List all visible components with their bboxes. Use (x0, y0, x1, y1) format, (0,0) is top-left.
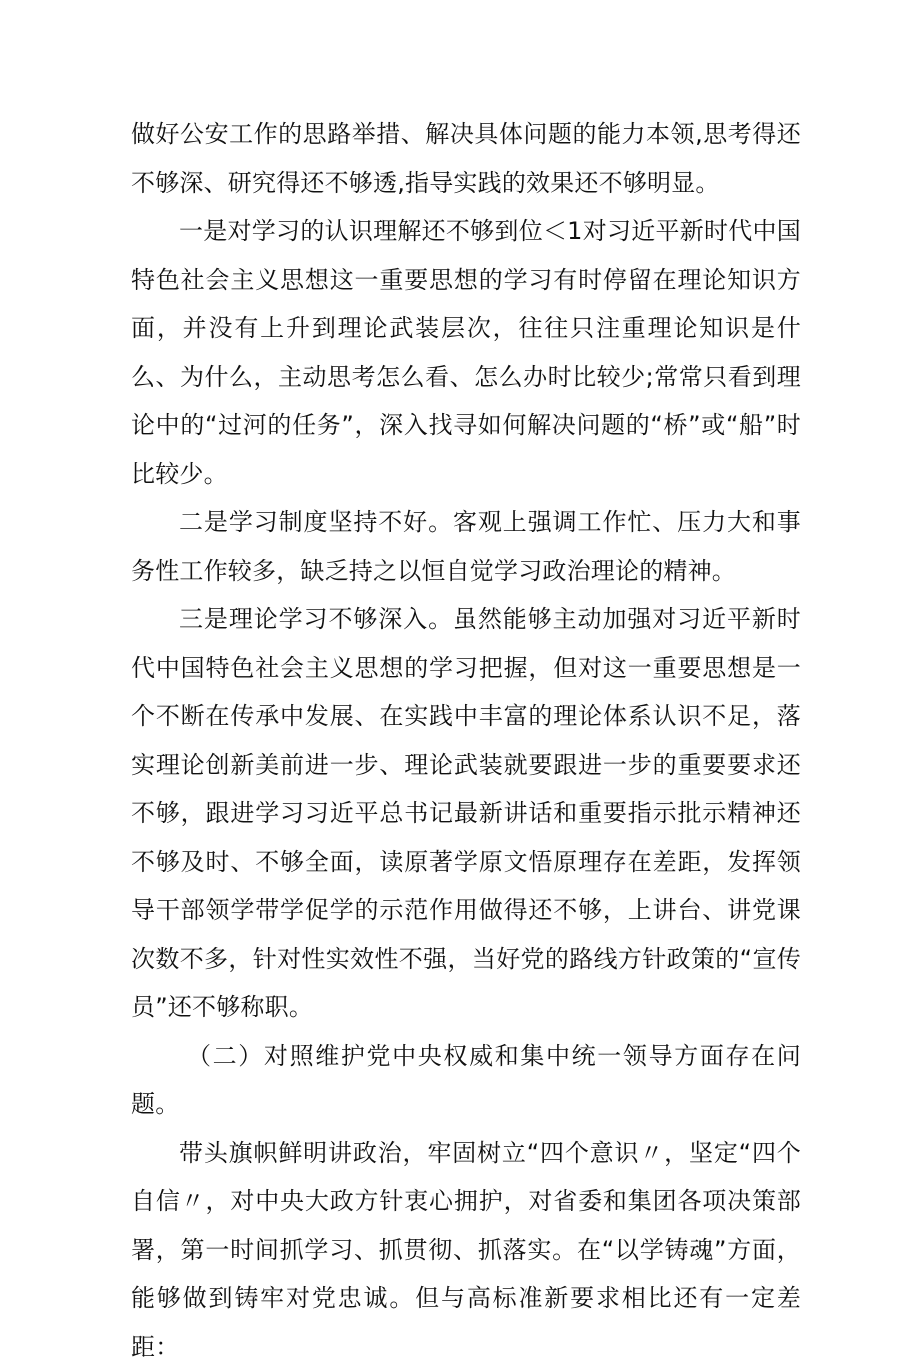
paragraph-section-intro: 带头旗帜鲜明讲政治，牢固树立“四个意识〃，坚定“四个自信〃，对中央大政方针衷心拥护，对省委和集团各项决策部署，第一时间抓学习、抓贯彻、抓落实。在“以学铸魂”方面，能够做到铸牢对党忠诚。但与高标准新要求相比还有一定差距： (131, 1129, 801, 1371)
section-heading: （二）对照维护党中央权威和集中统一领导方面存在问题。 (131, 1032, 801, 1129)
paragraph-continuation: 做好公安工作的思路举措、解决具体问题的能力本领,思考得还不够深、研究得还不够透,指导实践的效果还不够明显。 (131, 110, 801, 207)
paragraph-point-one: 一是对学习的认识理解还不够到位＜1对习近平新时代中国特色社会主义思想这一重要思想的学习有时停留在理论知识方面，并没有上升到理论武装层次，往往只注重理论知识是什么、为什么，主动思考怎么看、怎么办时比较少;常常只看到理论中的“过河的任务”，深入找寻如何解决问题的“桥”或“船”时比较少。 (131, 207, 801, 498)
paragraph-point-three: 三是理论学习不够深入。虽然能够主动加强对习近平新时代中国特色社会主义思想的学习把握，但对这一重要思想是一个不断在传承中发展、在实践中丰富的理论体系认识不足，落实理论创新美前进一步、理论武装就要跟进一步的重要要求还不够，跟进学习习近平总书记最新讲话和重要指示批示精神还不够及时、不够全面，读原著学原文悟原理存在差距，发挥领导干部领学带学促学的示范作用做得还不够，上讲台、讲党课次数不多，针对性实效性不强，当好党的路线方针政策的“宣传员”还不够称职。 (131, 595, 801, 1032)
document-body (131, 110, 801, 1371)
paragraph-point-two: 二是学习制度坚持不好。客观上强调工作忙、压力大和事务性工作较多，缺乏持之以恒自觉学习政治理论的精神。 (131, 498, 801, 595)
